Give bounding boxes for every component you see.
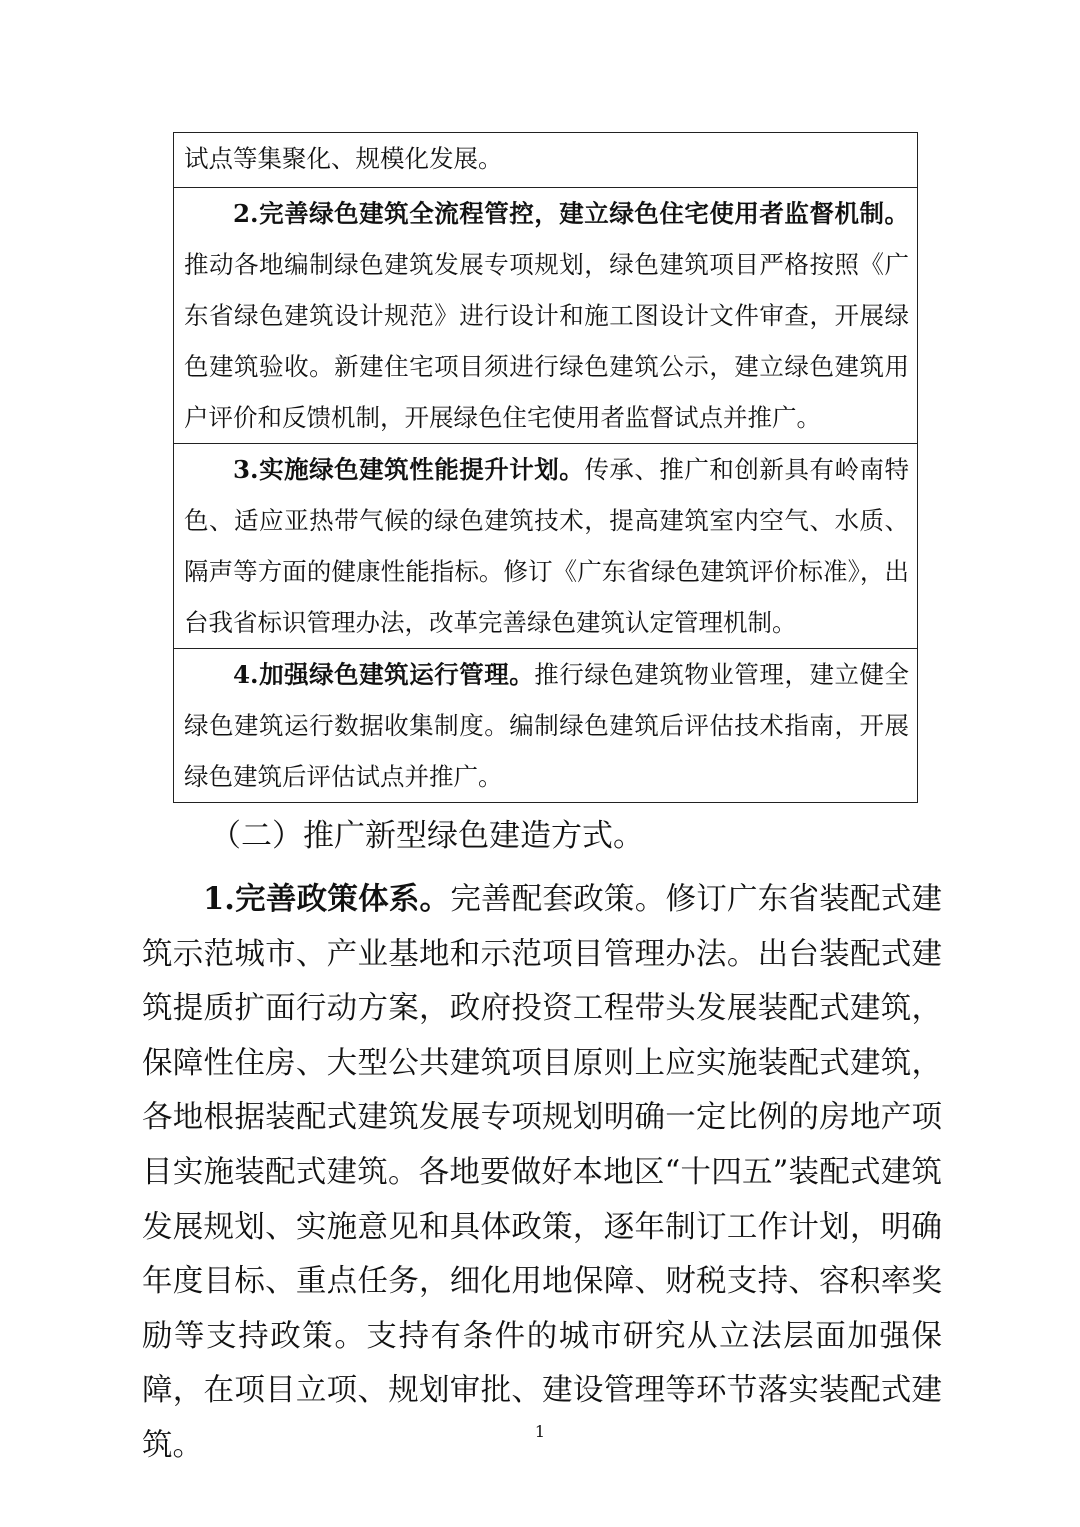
table-row [174,133,918,188]
table-cell-item-3 [174,444,918,649]
table-cell-item-2 [174,188,918,444]
continuation-text: 试点等集聚化、规模化发展。 [184,144,503,173]
table-row [174,649,918,803]
table-cell-item-4 [174,649,918,803]
table-row [174,444,918,649]
page-number: 1 [534,1422,546,1441]
item-3-heading: 3.实施绿色建筑性能提升计划。 [233,455,585,484]
paragraph-heading: 1.完善政策体系。 [203,881,451,917]
body-paragraph [142,872,942,1474]
table-row [174,188,918,444]
section-heading: （二）推广新型绿色建造方式。 [210,818,644,854]
item-2-heading: 2.完善绿色建筑全流程管控，建立绿色住宅使用者监督机制。 [233,199,909,228]
item-3-text: 传承、推广和创新具有岭南特色、适应亚热带气候的绿色建筑技术，提高建筑室内空气、水质、隔声等方面的健康性能指标。修订《广东省绿色建筑评价标准》，出台我省标识管理办法，改革完善绿色建筑认定管理机制。 [184,455,910,637]
item-4-heading: 4.加强绿色建筑运行管理。 [233,660,535,689]
item-2-text: 推动各地编制绿色建筑发展专项规划，绿色建筑项目严格按照《广东省绿色建筑设计规范》进行设计和施工图设计文件审查，开展绿色建筑验收。新建住宅项目须进行绿色建筑公示，建立绿色建筑用户评价和反馈机制，开展绿色住宅使用者监督试点并推广。 [184,250,909,432]
policy-box-table [173,132,918,803]
table-cell-continuation [174,133,918,188]
item-4-text: 推行绿色建筑物业管理，建立健全绿色建筑运行数据收集制度。编制绿色建筑后评估技术指南，开展绿色建筑后评估试点并推广。 [184,660,910,791]
paragraph-text: 完善配套政策。修订广东省装配式建筑示范城市、产业基地和示范项目管理办法。出台装配式建筑提质扩面行动方案，政府投资工程带头发展装配式建筑，保障性住房、大型公共建筑项目原则上应实施装配式建筑，各地根据装配式建筑发展专项规划明确一定比例的房地产项目实施装配式建筑。各地要做好本地区“十四五”装配式建筑发展规划、实施意见和具体政策，逐年制订工作计划，明确年度目标、重点任务，细化用地保障、财税支持、容积率奖励等支持政策。支持有条件的城市研究从立法层面加强保障，在项目立项、规划审批、建设管理等环节落实装配式建筑。 [142,882,943,1463]
